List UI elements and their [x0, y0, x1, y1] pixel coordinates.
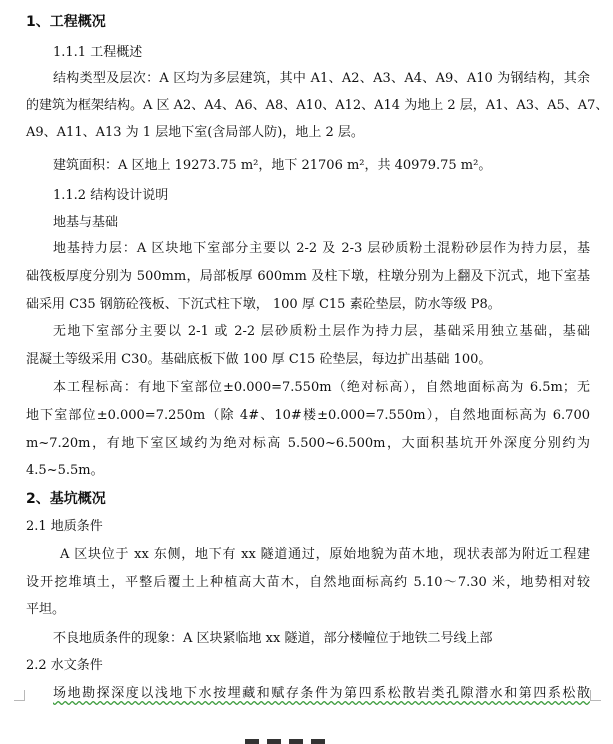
paragraph-bearing-line-1: 地基持力层：A 区块地下室部分主要以 2-2 及 2-3 层砂质粉土混粉砂层作为持力层，基 — [53, 241, 590, 256]
paragraph-structure-line-1: 结构类型及层次：A 区均为多层建筑，其中 A1、A2、A3、A4、A9、A10 为钢结构，其余 — [53, 71, 590, 86]
paragraph-elevation-line-3: m~7.20m，有地下室区域约为绝对标高 5.500~6.500m，大面积基坑开外深度分别约为 — [26, 436, 590, 451]
paragraph-geology-line-2: 设开挖堆填土，平整后覆土上种植高大苗木，自然地面标高约 5.10～7.30 米，地势相对较 — [26, 575, 590, 590]
subsection-2-2-heading: 2.2 水文条件 — [26, 658, 103, 673]
subsection-1-1-2-heading: 1.1.2 结构设计说明 — [53, 188, 169, 203]
paragraph-geology-line-1: A 区块位于 xx 东侧，地下有 xx 隧道通过，原始地貌为苗木地，现状表部为附近工程建 — [60, 547, 590, 562]
paragraph-structure-line-2: 的建筑为框架结构。A 区 A2、A4、A6、A8、A10、A12、A14 为地上 2 层，A1、A3、A5、A7、 — [26, 98, 609, 113]
subheading-foundation: 地基与基础 — [53, 215, 119, 230]
paragraph-area: 建筑面积：A 区地上 19273.75 m²，地下 21706 m²，共 40979.75 m²。 — [53, 158, 492, 173]
margin-corner-left — [14, 690, 25, 701]
paragraph-no-basement-line-2: 混凝土等级采用 C30。基础底板下做 100 厚 C15 砼垫层，每边扩出基础 100。 — [26, 352, 492, 367]
paragraph-structure-line-3: A9、A11、A13 为 1 层地下室(含局部人防)，地上 2 层。 — [26, 125, 364, 140]
paragraph-elevation-line-2: 地下室部位±0.000=7.250m（除 4#、10#楼±0.000=7.550m），自然地面标高为 6.700 — [26, 408, 590, 423]
paragraph-elevation-line-4: 4.5~5.5m。 — [26, 463, 104, 478]
subsection-1-1-1-heading: 1.1.1 工程概述 — [53, 45, 143, 60]
paragraph-elevation-line-1: 本工程标高：有地下室部位±0.000=7.550m（绝对标高），自然地面标高为 6.5m；无 — [53, 380, 590, 395]
paragraph-geology-line-3: 平坦。 — [26, 602, 66, 617]
margin-corner-right — [590, 690, 601, 701]
paragraph-bearing-line-3: 础采用 C35 钢筋砼筏板、下沉式柱下墩， 100 厚 C15 素砼垫层，防水等级 P8。 — [26, 297, 501, 312]
section-1-heading: 1、工程概况 — [26, 14, 106, 30]
paragraph-adverse-geology: 不良地质条件的现象：A 区块紧临地 xx 隧道，部分楼幢位于地铁二号线上部 — [53, 631, 493, 646]
paragraph-no-basement-line-1: 无地下室部分主要以 2-1 或 2-2 层砂质粉土层作为持力层，基础采用独立基础，基础 — [53, 324, 590, 339]
section-2-heading: 2、基坑概况 — [26, 491, 106, 507]
next-line-cut-off — [245, 736, 355, 744]
paragraph-bearing-line-2: 础筏板厚度分别为 500mm，局部板厚 600mm 及柱下墩，柱墩分别为上翻及下沉式，地下室基 — [26, 269, 590, 284]
subsection-2-1-heading: 2.1 地质条件 — [26, 519, 103, 534]
paragraph-hydrology-line-1: 场地勘探深度以浅地下水按埋藏和赋存条件为第四系松散岩类孔隙潜水和第四系松散 — [53, 686, 590, 701]
